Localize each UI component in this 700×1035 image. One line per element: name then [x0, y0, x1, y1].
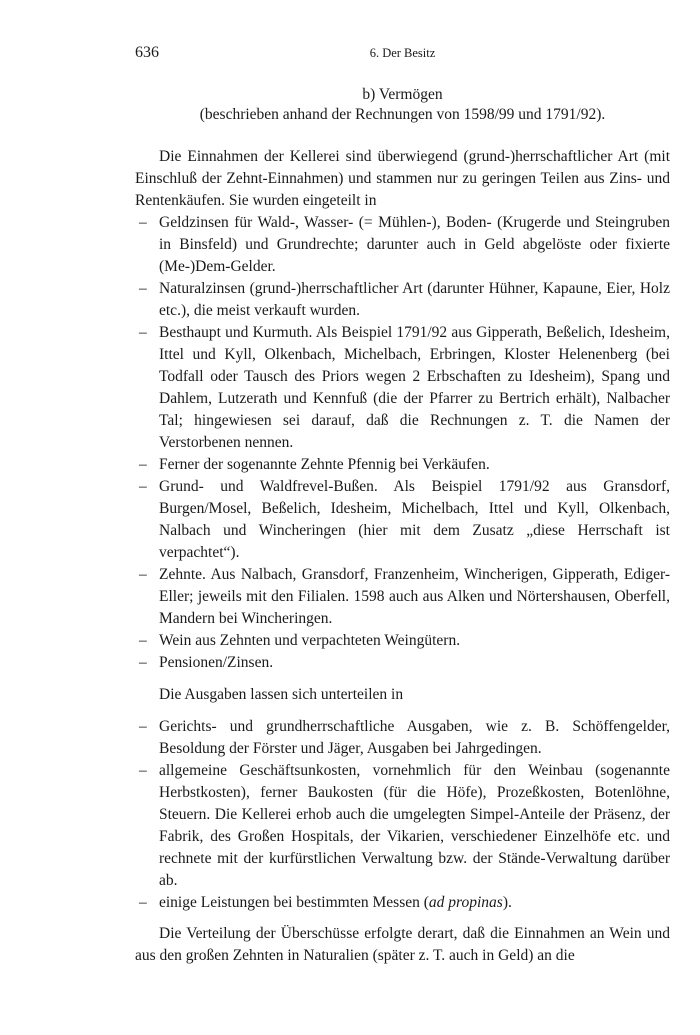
list-item: – Naturalzinsen (grund-)herrschaftlicher Art (darunter Hühner, Kapaune, Eier, Holz etc.), die meist verkauft wurden. [135, 278, 670, 322]
list-item: – Ferner der sogenannte Zehnte Pfennig bei Verkäufen. [135, 454, 670, 476]
list-item: – Geldzinsen für Wald-, Wasser- (= Mühlen-), Boden- (Krugerde und Steingruben in Binsfeld) und Grundrechte; darunter auch in Geld abgelöste oder fixierte (Me-)Dem-Gelder. [135, 212, 670, 278]
page-number: 636 [135, 44, 159, 61]
body-text [135, 146, 670, 967]
list-item: – Grund- und Waldfrevel-Bußen. Als Beispiel 1791/92 aus Gransdorf, Burgen/Mosel, Beßelich, Idesheim, Michelbach, Ittel und Kyll, Olkenbach, Nalbach und Wincheringen (hier mit dem Zusatz „diese Herrschaft ist verpachtet“). [135, 476, 670, 564]
expense-list [135, 716, 670, 914]
list-item-text-end: ). [502, 894, 512, 911]
list-item: – Pensionen/Zinsen. [135, 652, 670, 674]
income-list [135, 212, 670, 674]
section-subtitle: (beschrieben anhand der Rechnungen von 1598/99 und 1791/92). [199, 106, 606, 123]
page-header [135, 44, 670, 64]
section-title: b) Vermögen [362, 86, 443, 103]
list-item: – Besthaupt und Kurmuth. Als Beispiel 1791/92 aus Gipperath, Beßelich, Idesheim, Ittel und Kyll, Olkenbach, Michelbach, Erbringen, Kloster Helenenberg (bei Todfall oder Tausch des Priors wegen 2 Erbschaften zu Idesheim), Spang und Dahlem, Lutzerath und Kennfuß (die der Pfarrer zu Bertrich erhält), Nalbacher Tal; hingewiesen sei darauf, daß die Rechnungen z. T. die Namen der Verstorbenen nennen. [135, 322, 670, 454]
list-item: – Gerichts- und grundherrschaftliche Ausgaben, wie z. B. Schöffengelder, Besoldung der Förster und Jäger, Ausgaben bei Jahrgedingen. [135, 716, 670, 760]
running-title: 6. Der Besitz [369, 46, 436, 60]
list-item [135, 892, 670, 914]
closing-paragraph: Die Verteilung der Überschüsse erfolgte derart, daß die Einnahmen an Wein und aus den großen Zehnten in Naturalien (später z. T. auch in Geld) an die [135, 925, 670, 964]
list-item-text: einige Leistungen bei bestimmten Messen ( [159, 894, 429, 911]
latin-term: ad propinas [428, 894, 503, 911]
expenses-intro-paragraph: Die Ausgaben lassen sich unterteilen in [159, 686, 404, 703]
list-item: – Zehnte. Aus Nalbach, Gransdorf, Franzenheim, Wincherigen, Gipperath, Ediger-Eller; jeweils mit den Filialen. 1598 auch aus Alken und Nörtershausen, Oberfell, Mandern bei Wincheringen. [135, 564, 670, 630]
intro-paragraph: Die Einnahmen der Kellerei sind überwiegend (grund-)herrschaftlicher Art (mit Einschluß der Zehnt-Einnahmen) und stammen nur zu geringen Teilen aus Zins- und Rentenkäufen. Sie wurden eingeteilt in [135, 148, 670, 209]
list-item: – Wein aus Zehnten und verpachteten Weingütern. [135, 630, 670, 652]
list-item: – allgemeine Geschäftsunkosten, vornehmlich für den Weinbau (sogenannte Herbstkosten), ferner Baukosten (für die Höfe), Prozeßkosten, Botenlöhne, Steuern. Die Kellerei erhob auch die umgelegten Simpel-Anteile der Präsenz, der Fabrik, des Großen Hospitals, der Vikarien, verschiedener Einzelhöfe etc. und rechnete mit der kurfürstlichen Verwaltung bzw. der Stände-Verwaltung darüber ab. [135, 760, 670, 892]
